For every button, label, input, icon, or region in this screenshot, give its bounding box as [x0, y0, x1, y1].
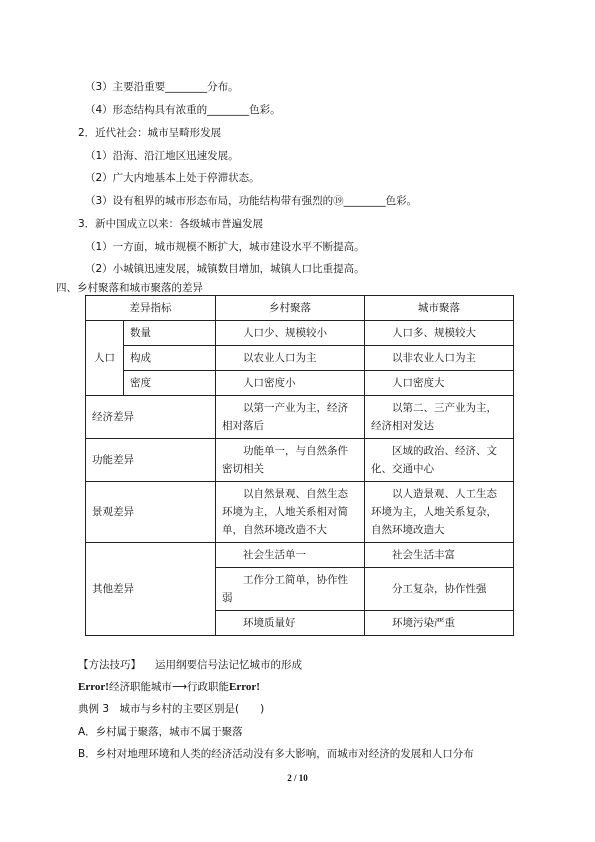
- urban-cell: 分工复杂，协作性强: [365, 568, 514, 611]
- formula-line: [78, 680, 260, 694]
- urban-cell: 环境污染严重: [365, 611, 514, 636]
- section-heading-modern: 2．近代社会：城市呈畸形发展: [78, 127, 222, 139]
- rural-cell: 以第一产业为主，经济相对落后: [216, 396, 365, 439]
- urban-cell: 以人造景观、人工生态环境为主，人地关系复杂，自然环境改造大: [365, 482, 514, 543]
- rural-cell: 功能单一，与自然条件密切相关: [216, 439, 365, 482]
- table-row: [86, 346, 514, 371]
- text-line-1: （3）主要沿重要________分布。: [85, 81, 239, 93]
- rural-cell: 人口密度小: [216, 371, 365, 396]
- text-line-4: （1）沿海、沿江地区迅速发展。: [85, 150, 239, 162]
- method-text: 运用纲要信号法记忆城市的形成: [155, 659, 302, 671]
- rural-cell: 以自然景观、自然生态环境为主，人地关系相对简单，自然环境改造不大: [216, 482, 365, 543]
- example-question: 典例 3 城市与乡村的主要区别是( ): [78, 703, 265, 715]
- population-label: 人口: [86, 321, 124, 396]
- rural-cell: 人口少、规模较小: [216, 321, 365, 346]
- section-heading-new-china: 3．新中国成立以来：各级城市普遍发展: [78, 218, 264, 230]
- urban-cell: 人口密度大: [365, 371, 514, 396]
- header-urban: 城市聚落: [365, 296, 514, 321]
- rural-cell: 社会生活单一: [216, 543, 365, 568]
- option-b: B．乡村对地理环境和人类的经济活动没有多大影响，而城市对经济的发展和人口分布: [78, 748, 474, 760]
- page-number: 2 / 10: [287, 773, 308, 783]
- text-line-2: （4）形态结构具有浓重的________色彩。: [85, 104, 281, 116]
- text-line-5: （2）广大内地基本上处于停滞状态。: [85, 172, 260, 184]
- row-item: 数量: [124, 321, 216, 346]
- table-row: [86, 371, 514, 396]
- header-rural: 乡村聚落: [216, 296, 365, 321]
- urban-cell: 以第二、三产业为主，经济相对发达: [365, 396, 514, 439]
- rural-cell: 以农业人口为主: [216, 346, 365, 371]
- section-heading-four: 四、乡村聚落和城市聚落的差异: [56, 282, 203, 294]
- text-line-9: （2）小城镇迅速发展，城镇数目增加，城镇人口比重提高。: [85, 263, 365, 275]
- table-row: [86, 482, 514, 543]
- formula-text: 经济职能城市⟶行政职能: [108, 681, 230, 693]
- text-line-6: （3）设有租界的城市形态布局，功能结构带有强烈的⑲________色彩。: [85, 195, 418, 207]
- table-header-row: [86, 296, 514, 321]
- error-text: Error!: [229, 681, 260, 693]
- table-row: [86, 321, 514, 346]
- table-row: [86, 543, 514, 568]
- header-indicator: 差异指标: [86, 296, 216, 321]
- row-item: 密度: [124, 371, 216, 396]
- economic-label: 经济差异: [86, 396, 216, 439]
- other-label: 其他差异: [86, 543, 216, 636]
- urban-cell: 人口多、规模较大: [365, 321, 514, 346]
- table-row: [86, 396, 514, 439]
- table-row: [86, 439, 514, 482]
- function-label: 功能差异: [86, 439, 216, 482]
- row-item: 构成: [124, 346, 216, 371]
- rural-cell: 环境质量好: [216, 611, 365, 636]
- urban-cell: 区域的政治、经济、文化、交通中心: [365, 439, 514, 482]
- urban-cell: 以非农业人口为主: [365, 346, 514, 371]
- text-line-8: （1）一方面，城市规模不断扩大，城市建设水平不断提高。: [85, 241, 365, 253]
- method-line: [78, 658, 302, 672]
- urban-cell: 社会生活丰富: [365, 543, 514, 568]
- error-text: Error!: [78, 681, 109, 693]
- option-a: A．乡村属于聚落，城市不属于聚落: [78, 726, 243, 738]
- method-tag: 【方法技巧】: [78, 659, 141, 671]
- comparison-table: [85, 295, 514, 636]
- rural-cell: 工作分工简单，协作性弱: [216, 568, 365, 611]
- landscape-label: 景观差异: [86, 482, 216, 543]
